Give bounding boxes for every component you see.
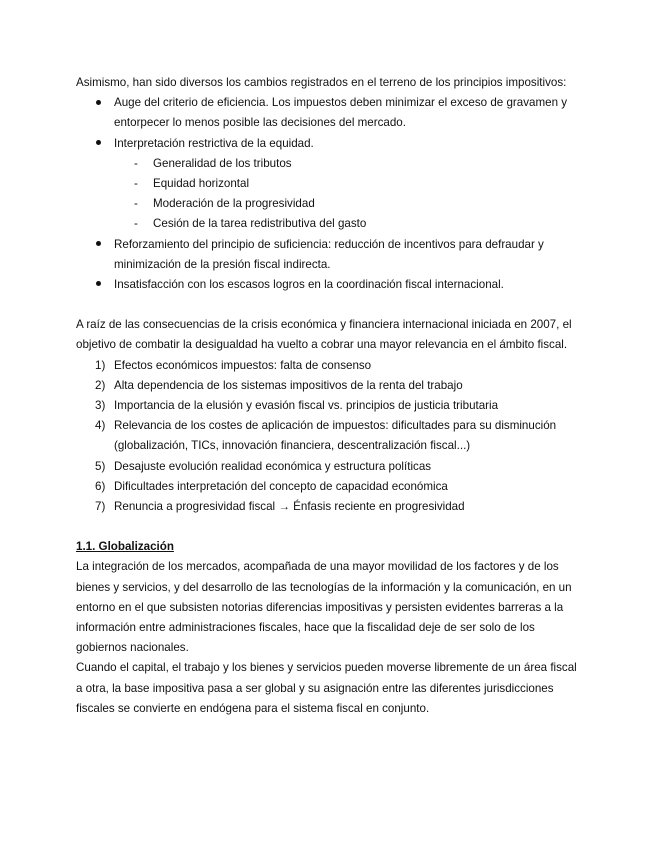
- sub-item: [76, 214, 586, 234]
- bullet-item: [76, 275, 586, 295]
- numbered-text: Alta dependencia de los sistemas impositivos de la renta del trabajo: [114, 378, 463, 392]
- sub-item-text: Cesión de la tarea redistributiva del gasto: [153, 217, 367, 231]
- dash-marker: -: [134, 156, 138, 170]
- sub-item-text: Generalidad de los tributos: [153, 156, 292, 170]
- numbered-text: Relevancia de los costes de aplicación de impuestos: dificultades para su disminución (globalización, TICs, innovación financiera, descentralización fiscal...): [114, 419, 557, 453]
- bullet-item: [76, 134, 586, 154]
- numbered-list: [76, 356, 586, 518]
- numbered-text: Dificultades interpretación del concepto de capacidad económica: [114, 479, 448, 493]
- sub-item-text: Moderación de la progresividad: [153, 197, 315, 211]
- item-number: 3): [95, 399, 106, 413]
- bullet-text: Auge del criterio de eficiencia. Los impuestos deben minimizar el exceso de gravamen y entorpecer lo menos posible las decisiones del mercado.: [114, 96, 568, 130]
- item-number: 1): [95, 358, 106, 372]
- bullet-text: Reforzamiento del principio de suficiencia: reducción de incentivos para defraudar y minimización de la presión fiscal indirecta.: [114, 237, 544, 271]
- intro-paragraph: Asimismo, han sido diversos los cambios registrados en el terreno de los principios impositivos:: [76, 76, 567, 89]
- numbered-text: Renuncia a progresividad fiscal → Énfasis reciente en progresividad: [114, 500, 465, 514]
- numbered-text: Efectos económicos impuestos: falta de consenso: [114, 358, 372, 372]
- bullet-list: [76, 93, 586, 295]
- item-number: 5): [95, 459, 106, 473]
- sub-item-text: Equidad horizontal: [153, 177, 250, 191]
- numbered-item: [76, 376, 586, 396]
- numbered-item: [76, 396, 586, 416]
- item-number: 6): [95, 479, 106, 493]
- numbered-item: [76, 457, 586, 477]
- sub-item: [76, 174, 586, 194]
- bullet-icon: [96, 275, 101, 295]
- bullet-item: [76, 235, 586, 275]
- bullet-text: Interpretación restrictiva de la equidad.: [114, 136, 314, 150]
- numbered-item: [76, 477, 586, 497]
- sub-item: [76, 154, 586, 174]
- bullet-icon: [96, 134, 101, 154]
- bullet-text: Insatisfacción con los escasos logros en la coordinación fiscal internacional.: [114, 278, 504, 292]
- section-heading: 1.1. Globalización: [76, 540, 174, 554]
- crisis-paragraph: A raíz de las consecuencias de la crisis económica y financiera internacional iniciada en 2007, el objetivo de combatir la desigualdad ha vuelto a cobrar una mayor relevancia en el ámbito fiscal.: [76, 318, 572, 352]
- numbered-item: [76, 497, 586, 517]
- dash-marker: -: [134, 177, 138, 191]
- bullet-item: [76, 93, 586, 133]
- bullet-icon: [96, 93, 101, 113]
- item-number: 7): [95, 500, 106, 514]
- numbered-item: [76, 356, 586, 376]
- bullet-icon: [96, 235, 101, 255]
- dash-marker: -: [134, 197, 138, 211]
- item-number: 4): [95, 419, 106, 433]
- globalization-paragraph: La integración de los mercados, acompañada de una mayor movilidad de los factores y de los bienes y servicios, y del desarrollo de las tecnologías de la información y la comunicación, en un entorno en el que subsisten notorias diferencias impositivas y persisten evidentes barreras a la información entre administraciones fiscales, hace que la fiscalidad deje de ser solo de los gobiernos nacionales.: [76, 560, 572, 655]
- document-page: [76, 73, 586, 719]
- tax-base-paragraph: Cuando el capital, el trabajo y los bienes y servicios pueden moverse libremente de un área fiscal a otra, la base impositiva pasa a ser global y su asignación entre las diferentes jurisdicciones fiscales se convierte en endógena para el sistema fiscal en conjunto.: [76, 661, 577, 715]
- dash-marker: -: [134, 217, 138, 231]
- numbered-text: Desajuste evolución realidad económica y estructura políticas: [114, 459, 432, 473]
- sub-item: [76, 194, 586, 214]
- numbered-text: Importancia de la elusión y evasión fiscal vs. principios de justicia tributaria: [114, 399, 499, 413]
- numbered-item: [76, 416, 586, 456]
- item-number: 2): [95, 378, 106, 392]
